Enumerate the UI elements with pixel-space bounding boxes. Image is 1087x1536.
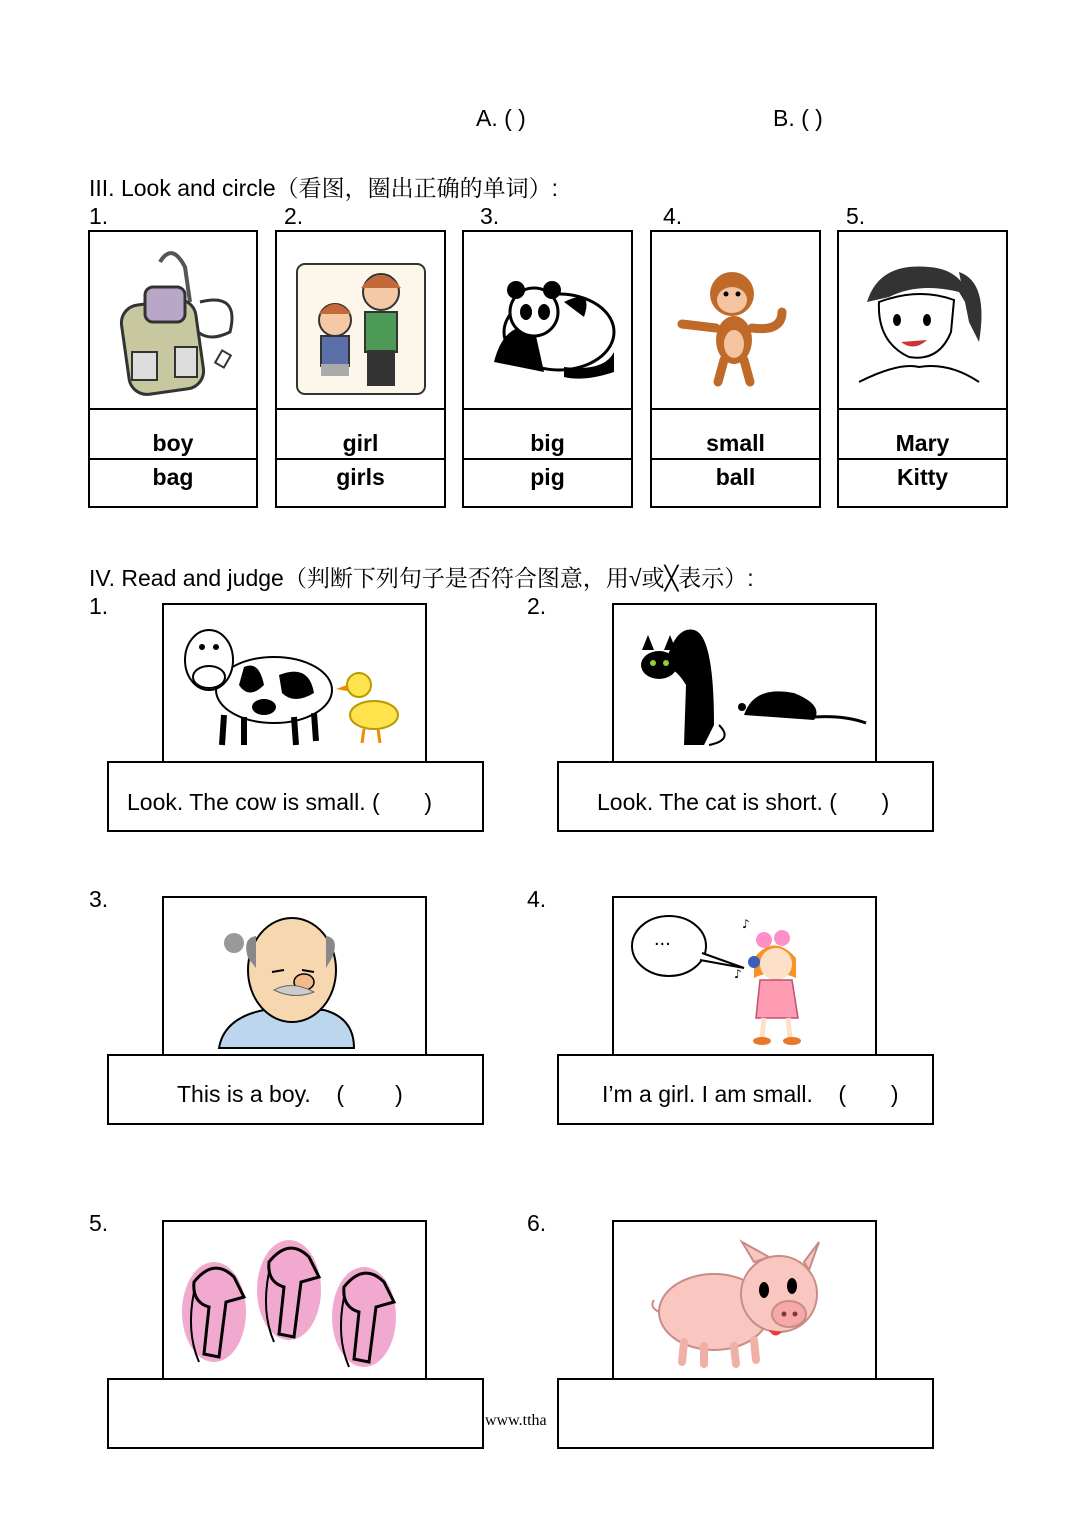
picture-cell	[88, 230, 258, 410]
item-number: 4.	[527, 886, 547, 912]
panda-icon	[464, 232, 631, 408]
word-cell-top[interactable]	[837, 408, 1008, 460]
word-option[interactable]: pig	[530, 464, 565, 490]
monkey-icon	[652, 232, 819, 408]
word-cell-bottom[interactable]	[88, 458, 258, 508]
picture-frame	[612, 896, 877, 1056]
svg-text:♪: ♪	[734, 967, 742, 981]
pig-icon	[614, 1222, 875, 1378]
picture-cell	[837, 230, 1008, 410]
picture-frame	[162, 896, 427, 1056]
option-a: A. ( )	[476, 105, 526, 131]
item-number: 2.	[527, 593, 547, 619]
old-man-icon	[164, 898, 425, 1054]
sentence-box[interactable]	[557, 1054, 934, 1125]
svg-text:♪: ♪	[742, 917, 750, 931]
picture-cell	[462, 230, 633, 410]
picture-cell	[275, 230, 446, 410]
judge-sentence: This is a boy. ( )	[177, 1081, 403, 1107]
cat-and-rat-icon	[614, 605, 875, 761]
word-cell-top[interactable]	[88, 408, 258, 460]
sentence-box[interactable]	[107, 1378, 484, 1449]
bubble-text: ...	[654, 928, 671, 950]
judge-sentence: Look. The cow is small. ( )	[127, 789, 433, 815]
word-cell-top[interactable]	[650, 408, 821, 460]
item-number: 3.	[89, 886, 109, 912]
word-cell-bottom[interactable]	[837, 458, 1008, 508]
word-cell-bottom[interactable]	[462, 458, 633, 508]
section3-heading: III. Look and circle（看图，圈出正确的单词）:	[89, 175, 559, 201]
word-cell-top[interactable]	[275, 408, 446, 460]
sentence-box[interactable]	[557, 1378, 934, 1449]
singing-girl-icon	[734, 898, 854, 1054]
item-number: 6.	[527, 1210, 547, 1236]
item-number: 3.	[480, 203, 500, 229]
word-option[interactable]: boy	[152, 430, 194, 456]
item-number: 4.	[663, 203, 683, 229]
option-b: B. ( )	[773, 105, 823, 131]
word-option[interactable]: ball	[715, 464, 756, 490]
word-option[interactable]: Mary	[895, 430, 950, 456]
word-cell-top[interactable]	[462, 408, 633, 460]
picture-frame	[162, 603, 427, 763]
girl-face-icon	[839, 232, 1006, 408]
item-number: 1.	[89, 593, 109, 619]
backpack-icon	[90, 232, 256, 408]
word-cell-bottom[interactable]	[650, 458, 821, 508]
item-number: 1.	[89, 203, 109, 229]
picture-frame	[612, 603, 877, 763]
word-option[interactable]: bag	[152, 464, 194, 490]
word-option[interactable]: small	[706, 430, 765, 456]
footer-watermark: www.ttha	[485, 1412, 547, 1429]
sentence-box[interactable]	[557, 761, 934, 832]
picture-cell	[650, 230, 821, 410]
word-cell-bottom[interactable]	[275, 458, 446, 508]
word-option[interactable]: Kitty	[896, 464, 949, 490]
picture-frame	[162, 1220, 427, 1380]
sentence-box[interactable]	[107, 1054, 484, 1125]
judge-sentence: I’m a girl. I am small. ( )	[602, 1081, 899, 1107]
word-option[interactable]: girl	[342, 430, 379, 456]
picture-frame	[612, 1220, 877, 1380]
item-number: 5.	[846, 203, 866, 229]
word-option[interactable]: big	[530, 430, 565, 456]
word-option[interactable]: girls	[336, 464, 385, 490]
section4-heading: IV. Read and judge（判断下列句子是否符合图意，用√或╳表示）:	[89, 565, 754, 591]
sentence-box[interactable]	[107, 761, 484, 832]
cow-and-duck-icon	[164, 605, 425, 761]
two-girls-icon	[277, 232, 444, 408]
item-number: 2.	[284, 203, 304, 229]
item-number: 5.	[89, 1210, 109, 1236]
judge-sentence: Look. The cat is short. ( )	[597, 789, 890, 815]
three-dogs-icon	[164, 1222, 425, 1378]
